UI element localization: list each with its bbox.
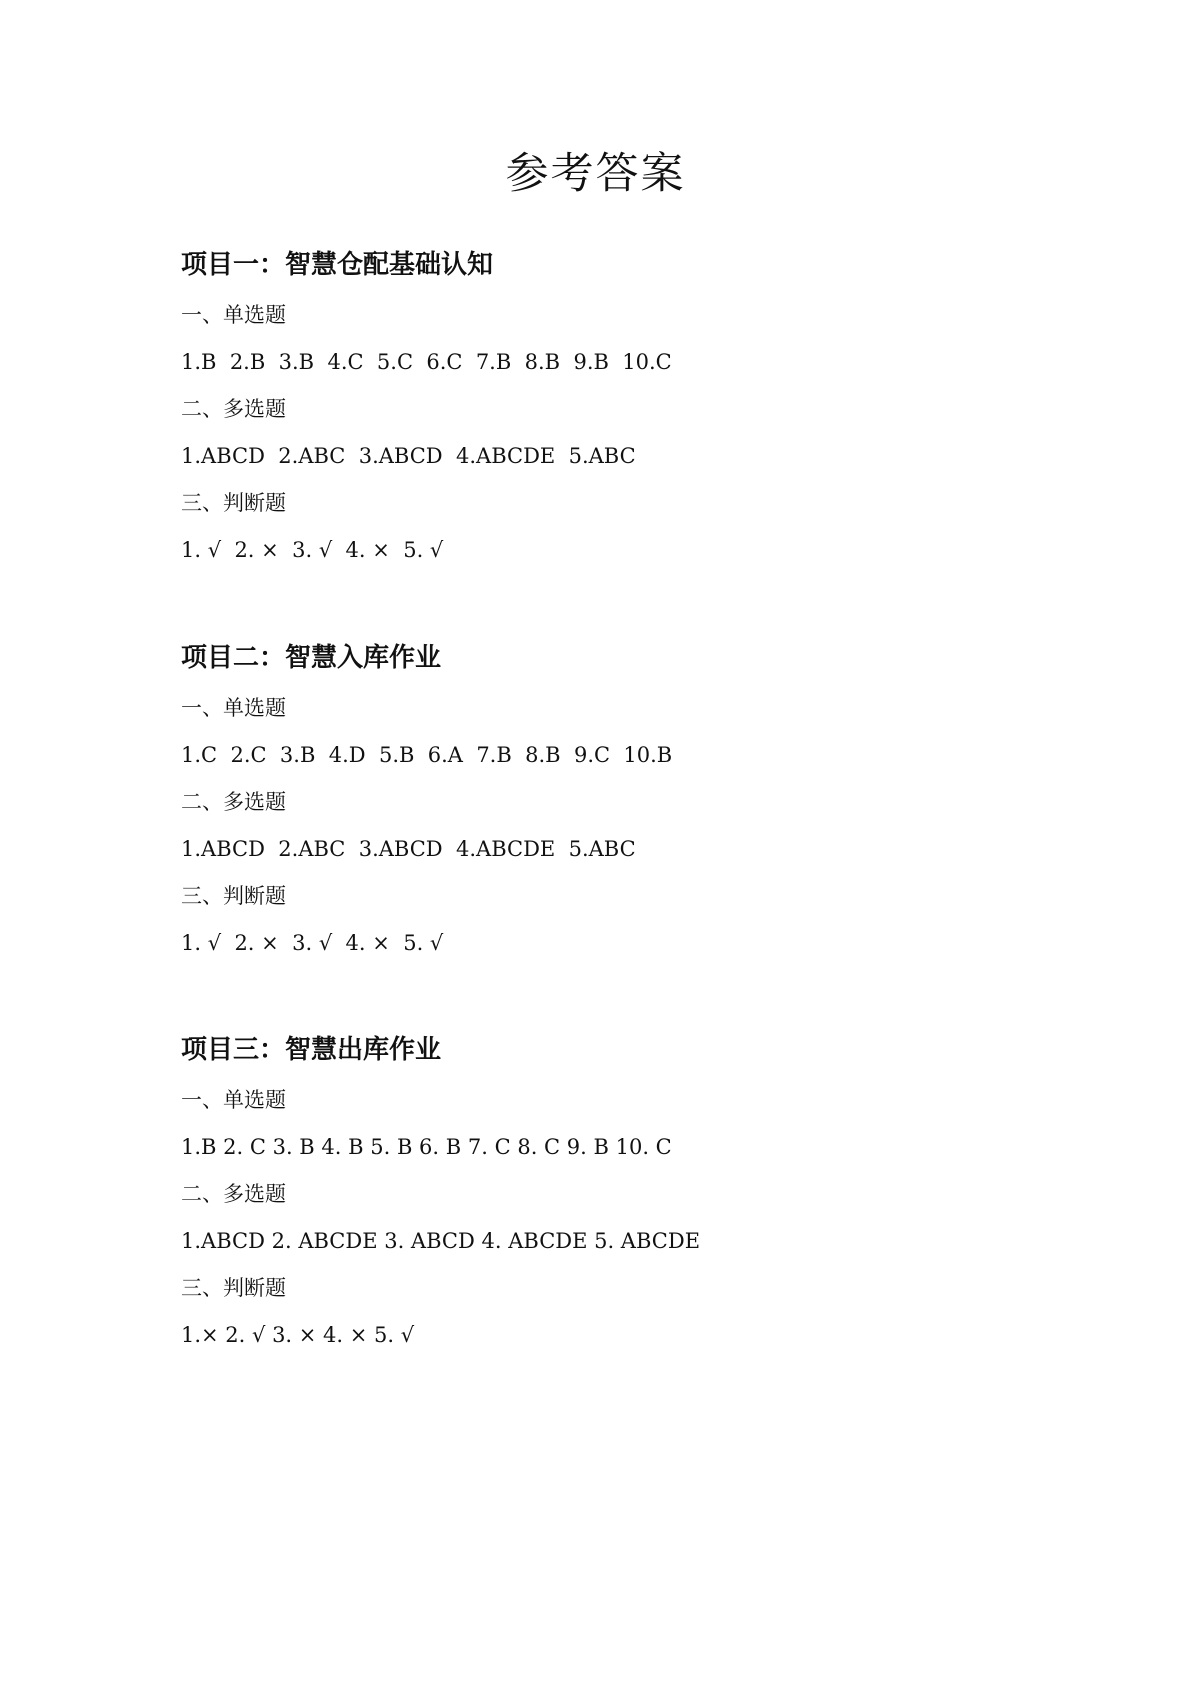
project-heading: 项目三：智慧出库作业 <box>181 1035 442 1065</box>
project-heading: 项目一：智慧仓配基础认知 <box>181 250 494 280</box>
true-false-label: 三、判断题 <box>181 884 286 908</box>
multi-choice-label: 二、多选题 <box>181 1182 286 1206</box>
true-false-answers: 1. √ 2. × 3. √ 4. × 5. √ <box>181 931 444 955</box>
project-1-section <box>181 248 1081 574</box>
multi-choice-answers: 1.ABCD 2.ABC 3.ABCD 4.ABCDE 5.ABC <box>181 837 636 861</box>
multi-choice-answers: 1.ABCD 2.ABC 3.ABCD 4.ABCDE 5.ABC <box>181 444 636 468</box>
true-false-answers: 1. √ 2. × 3. √ 4. × 5. √ <box>181 538 444 562</box>
multi-choice-label: 二、多选题 <box>181 790 286 814</box>
single-choice-label: 一、单选题 <box>181 303 286 327</box>
true-false-label: 三、判断题 <box>181 1276 286 1300</box>
multi-choice-label: 二、多选题 <box>181 397 286 421</box>
project-3-section <box>181 1033 1081 1359</box>
single-choice-label: 一、单选题 <box>181 1088 286 1112</box>
true-false-answers: 1.× 2. √ 3. × 4. × 5. √ <box>181 1323 415 1347</box>
page-title: 参考答案 <box>505 149 686 199</box>
single-choice-label: 一、单选题 <box>181 696 286 720</box>
true-false-label: 三、判断题 <box>181 491 286 515</box>
single-choice-answers: 1.B 2. C 3. B 4. B 5. B 6. B 7. C 8. C 9. B 10. C <box>181 1135 672 1159</box>
single-choice-answers: 1.C 2.C 3.B 4.D 5.B 6.A 7.B 8.B 9.C 10.B <box>181 743 673 767</box>
single-choice-answers: 1.B 2.B 3.B 4.C 5.C 6.C 7.B 8.B 9.B 10.C <box>181 350 672 374</box>
project-heading: 项目二：智慧入库作业 <box>181 643 442 673</box>
project-2-section <box>181 641 1081 967</box>
multi-choice-answers: 1.ABCD 2. ABCDE 3. ABCD 4. ABCDE 5. ABCDE <box>181 1229 701 1253</box>
